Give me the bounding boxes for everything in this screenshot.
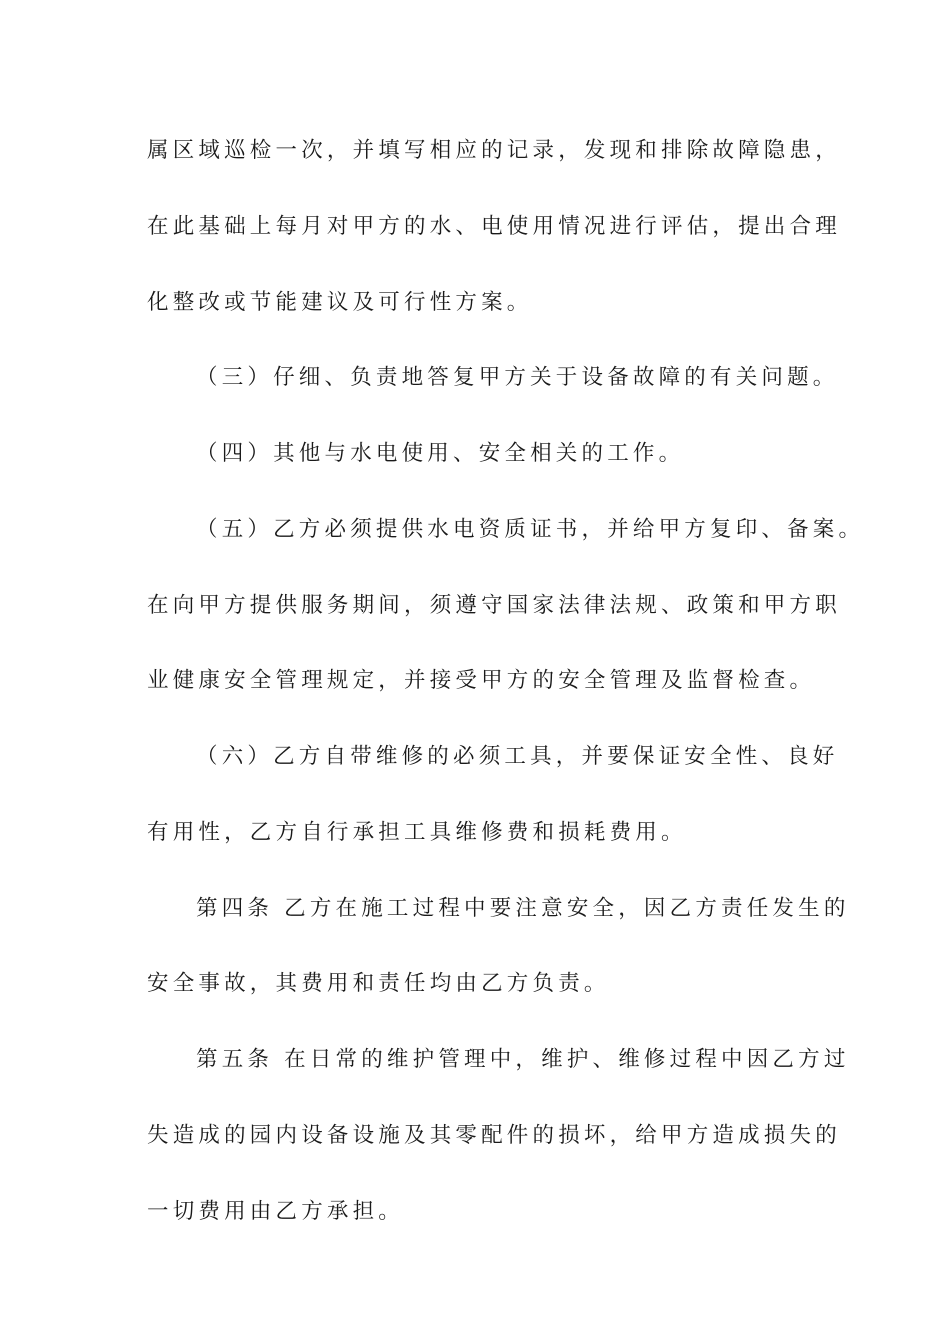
text-line: 化整改或节能建议及可行性方案。 [147, 290, 533, 315]
text-line: 有用性，乙方自行承担工具维修费和损耗费用。 [147, 820, 687, 845]
article-five: 第五条 在日常的维护管理中，维护、维修过程中因乙方过 [196, 1047, 850, 1072]
paragraph-item-3: （三）仔细、负责地答复甲方关于设备故障的有关问题。 [196, 365, 839, 390]
text-line: 安全事故，其费用和责任均由乙方负责。 [147, 971, 610, 996]
paragraph-item-5: （五）乙方必须提供水电资质证书，并给甲方复印、备案。 [196, 517, 865, 542]
text-line: 业健康安全管理规定，并接受甲方的安全管理及监督检查。 [147, 668, 816, 693]
text-line: 属区域巡检一次，并填写相应的记录，发现和排除故障隐患， [147, 138, 841, 163]
text-line: 失造成的园内设备设施及其零配件的损坏，给甲方造成损失的 [147, 1123, 841, 1148]
paragraph-item-6: （六）乙方自带维修的必须工具，并要保证安全性、良好 [196, 744, 839, 769]
paragraph-item-4: （四）其他与水电使用、安全相关的工作。 [196, 441, 685, 466]
article-four: 第四条 乙方在施工过程中要注意安全，因乙方责任发生的 [196, 896, 850, 921]
text-line: 在此基础上每月对甲方的水、电使用情况进行评估，提出合理 [147, 214, 841, 239]
text-line: 一切费用由乙方承担。 [147, 1199, 405, 1224]
text-line: 在向甲方提供服务期间，须遵守国家法律法规、政策和甲方职 [147, 593, 841, 618]
